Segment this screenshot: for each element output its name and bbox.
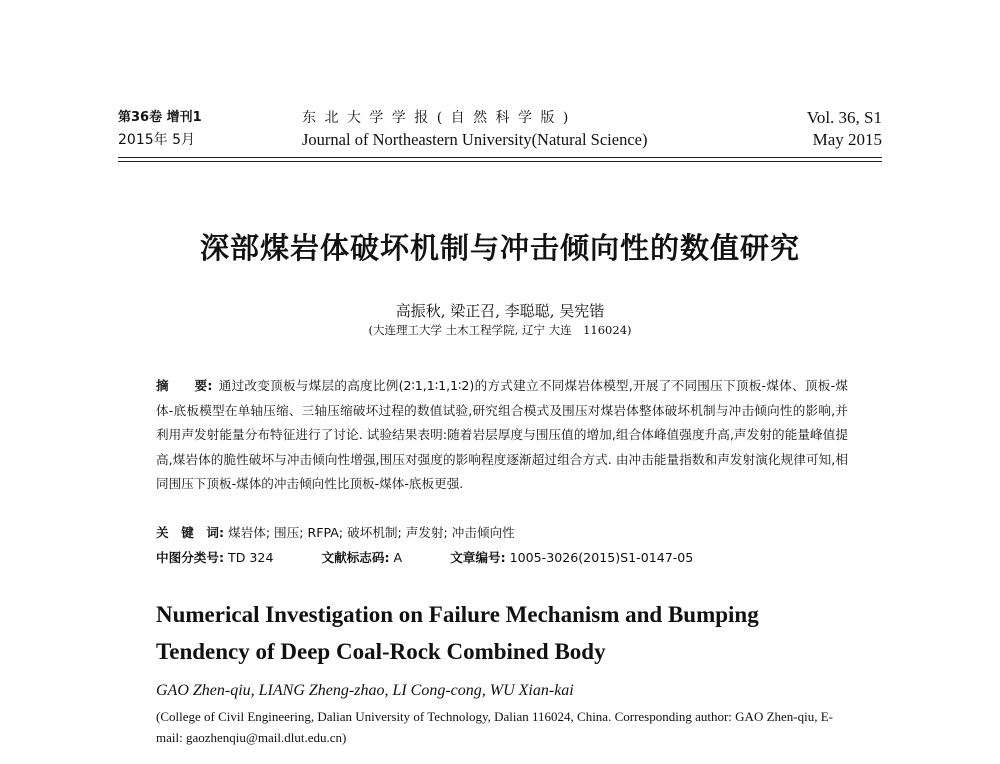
date-cn: 2015年 5月 (118, 132, 195, 148)
authors-cn: 高振秋, 梁正召, 李聪聪, 吴宪锴 (395, 302, 605, 320)
volume-en: Vol. 36, S1 (806, 108, 882, 127)
title-en: Numerical Investigation on Failure Mechanism and Bumping Tendency of Deep Coal-Rock Combined Body (156, 602, 759, 664)
clc-label: 中图分类号: (156, 550, 225, 565)
header-rule (118, 157, 882, 158)
keywords (156, 522, 515, 541)
abstract-text: 通过改变顶板与煤层的高度比例(2∶1,1∶1,1∶2)的方式建立不同煤岩体模型,开展了不同围压下顶板-煤体、顶板-煤体-底板模型在单轴压缩、三轴压缩破坏过程的数值试验,研究组合模式及围压对煤岩体整体破坏机制与冲击倾向性的影响,并利用声发射能量分布特征进行了讨论. 试验结果表明:随着岩层厚度与围压值的增加,组合体峰值强度升高,声发射的能量峰值提高,煤岩体的脆性破坏与冲击倾向性增强,围压对强度的影响程度逐渐超过组合方式. 由冲击能量指数和声发射演化规律可知,相同围压下顶板-煤体的冲击倾向性比顶板-煤体-底板更强. (156, 378, 848, 491)
keywords-text: 煤岩体; 围压; RFPA; 破坏机制; 声发射; 冲击倾向性 (228, 525, 515, 540)
classification (156, 547, 693, 566)
title-cn: 深部煤岩体破坏机制与冲击倾向性的数值研究 (199, 231, 800, 265)
abstract-label: 摘 要: (156, 378, 213, 393)
journal-title-en: Journal of Northeastern University(Natural Science) (302, 130, 648, 149)
abstract-cn (156, 374, 848, 497)
journal-title-cn: 东 北 大 学 学 报 ( 自 然 科 学 版 ) (302, 110, 571, 126)
keywords-label: 关 键 词: (156, 525, 225, 540)
clc-value: TD 324 (228, 550, 274, 565)
doc-code-value: A (393, 550, 403, 565)
article-no-value: 1005-3026(2015)S1-0147-05 (509, 550, 694, 565)
doc-code-label: 文献标志码: (321, 550, 390, 565)
affiliation-cn: (大连理工大学 土木工程学院, 辽宁 大连 116024) (368, 323, 632, 337)
affiliation-en: (College of Civil Engineering, Dalian University of Technology, Dalian 116024, China. Corresponding author: GAO Zhen-qiu, E-mail: gaozhenqiu@mail.dlut.edu.cn) (156, 709, 834, 745)
authors-en: GAO Zhen-qiu, LIANG Zheng-zhao, LI Cong-cong, WU Xian-kai (156, 682, 574, 699)
header-rule-thin (118, 161, 882, 162)
article-no-label: 文章编号: (450, 550, 506, 565)
volume-cn: 第36卷 增刊1 (118, 110, 202, 125)
date-en: May 2015 (812, 130, 882, 149)
